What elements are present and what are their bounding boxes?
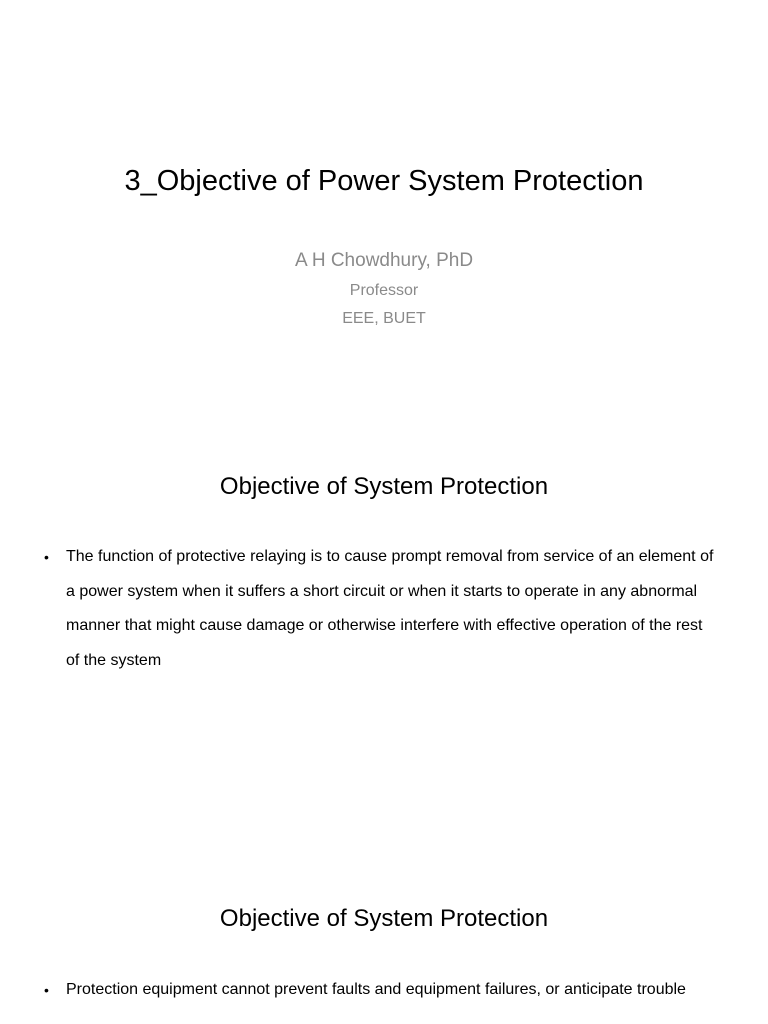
author-department: EEE, BUET: [342, 310, 426, 327]
bullet-text: Protection equipment cannot prevent faults and equipment failures, or anticipate trouble: [66, 981, 686, 998]
content-slide-1: [0, 433, 768, 866]
bullet-item: [44, 540, 714, 678]
bullet-item: [44, 973, 714, 1008]
document-title: 3_Objective of Power System Protection: [124, 165, 644, 197]
bullet-text: The function of protective relaying is to cause prompt removal from service of an element of a power system when it suffers a short circuit or when it starts to operate in any abnormal manner that might cause damage or otherwise interfere with effective operation of the rest of the system: [66, 548, 714, 669]
bullet-list: [44, 973, 714, 1008]
bullet-icon: •: [44, 982, 49, 998]
author-role: Professor: [349, 282, 419, 299]
bullet-icon: •: [44, 549, 49, 565]
slide-heading: Objective of System Protection: [219, 905, 549, 932]
slide-heading: Objective of System Protection: [219, 473, 549, 500]
bullet-list: [44, 540, 714, 678]
content-slide-2: [0, 866, 768, 1024]
author-name: A H Chowdhury, PhD: [294, 250, 474, 271]
title-slide: [0, 0, 768, 433]
